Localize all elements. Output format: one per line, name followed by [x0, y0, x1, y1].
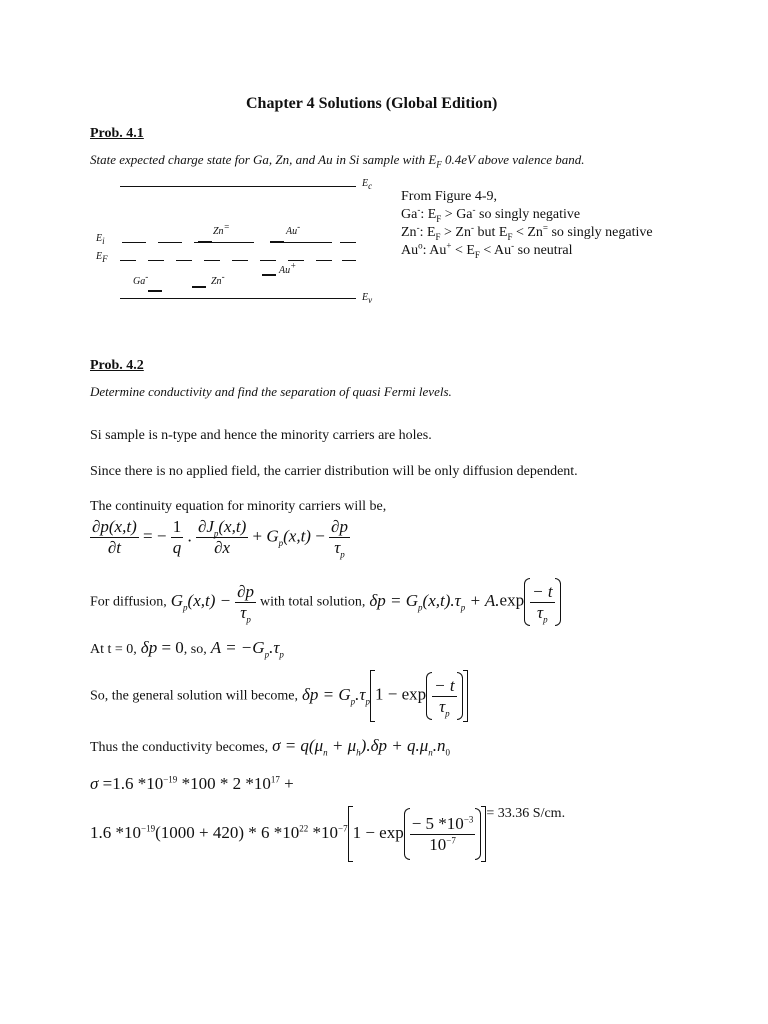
- au-minus-label: Au-: [286, 221, 301, 237]
- ei-dash: [158, 242, 182, 243]
- diffusion-line: For diffusion, $G_p(x,t)$ − $\frac{\partial p}{\tau_p}$ with total solution, $\delta p = G_p(x,t).\tau_p + A.\exp$ $\frac{- t}{\tau_p}$: [90, 578, 561, 626]
- initial-condition-line: At t = 0, δp = 0, so, $A = -G_p.\tau_p$: [90, 638, 284, 660]
- paragraph-minority-carriers: Si sample is n-type and hence the minority carriers are holes.: [90, 428, 432, 443]
- prob-4-2-heading: Prob. 4.2: [90, 358, 144, 373]
- ga-minus-level: [148, 290, 162, 292]
- ei-label: Ei: [96, 233, 105, 246]
- ef-dash: [204, 260, 220, 261]
- conductivity-result: = 33.36 S/cm.: [486, 806, 566, 821]
- zn2-label: Zn=: [213, 221, 230, 237]
- prob-4-1-notes: From Figure 4-9, Ga-: $E_F > Ga^-$ so singly negative Zn-: $E_F > Zn^-$ but $E_F < Zn^=$ so singly negative Au$^o$: $Au^+ < E_F < Au^-$ so neutral: [401, 189, 653, 260]
- prob-4-2-statement: Determine conductivity and find the separation of quasi Fermi levels.: [90, 384, 452, 399]
- zn2-level: [198, 241, 212, 243]
- ec-label: Ec: [362, 178, 373, 191]
- ef-dash: [316, 260, 332, 261]
- page-title: Chapter 4 Solutions (Global Edition): [246, 95, 498, 112]
- continuity-equation: $\frac{\partial p(x,t)}{\partial t}$ = − $\frac{1}{q}$ . $\frac{\partial J_p(x,t)}{\partial x}$ + $G_p(x,t)$ − $\frac{\partial p}{\tau_p}$: [92, 517, 348, 560]
- conductivity-numeric-line-1: σ =1.6 $*10^{-19}$ *100 * 2 $*10^{17}$ +: [90, 774, 294, 793]
- zn-minus-level: [192, 286, 206, 288]
- ev-label: Ev: [362, 292, 373, 305]
- ef-dash: [342, 260, 356, 261]
- prob-4-1-heading: Prob. 4.1: [90, 126, 144, 141]
- au-plus-level: [262, 274, 276, 276]
- ef-dash: [120, 260, 136, 261]
- ei-dash: [340, 242, 356, 243]
- zn-minus-label: Zn-: [211, 271, 225, 287]
- ef-label: EF: [96, 251, 108, 264]
- au-plus-label: Au+: [279, 260, 297, 276]
- ev-line: [120, 298, 356, 299]
- conductivity-line: Thus the conductivity becomes, $\sigma = q(\mu_n + \mu_h).\delta p + q.\mu_n.n_0$: [90, 736, 450, 758]
- conductivity-numeric-line-2: 1.6 $*10^{-19}(1000 + 420) * 6$ $*10^{22}$ $*10^{-7}$ 1 − exp $\frac{- 5 *10^{-3}}{10^{-7}}$ $^{= 33.36 S/cm.}$: [90, 806, 565, 862]
- paragraph-continuity: The continuity equation for minority carriers will be,: [90, 499, 387, 514]
- ec-line: [120, 186, 356, 187]
- general-solution-line: So, the general solution will become, $\delta p = G_p.\tau_p$ 1 − exp $\frac{- t}{\tau_p}$: [90, 670, 468, 722]
- ef-dash: [176, 260, 192, 261]
- ef-dash: [260, 260, 276, 261]
- ef-dash: [232, 260, 248, 261]
- paragraph-no-field: Since there is no applied field, the carrier distribution will be only diffusion dependent.: [90, 464, 578, 479]
- au-minus-level: [270, 241, 284, 243]
- ef-dash: [148, 260, 164, 261]
- ei-dash: [122, 242, 146, 243]
- prob-4-1-statement: State expected charge state for Ga, Zn, and Au in Si sample with $E_F$ 0.4eV above valence band.: [90, 152, 585, 170]
- ga-minus-label: Ga-: [133, 271, 149, 287]
